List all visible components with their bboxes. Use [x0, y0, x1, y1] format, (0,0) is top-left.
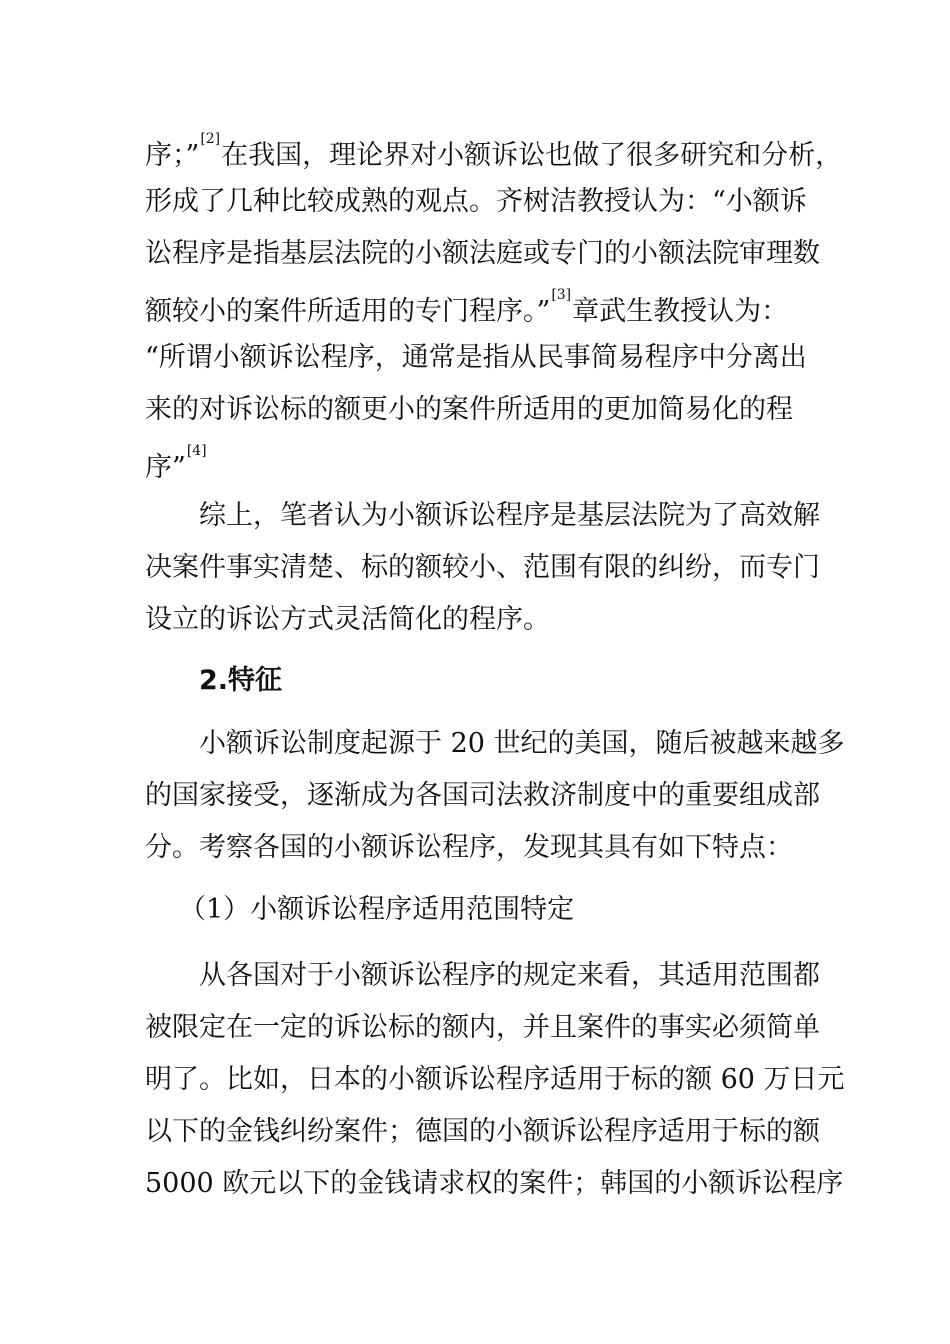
text-fragment: 额较小的案件所适用的专门程序。” [145, 296, 551, 327]
text-line: 小额诉讼制度起源于 20 世纪的美国，随后被越来越多 [199, 728, 845, 759]
citation-ref[interactable]: [3] [551, 287, 572, 303]
text-line: 明了。比如，日本的小额诉讼程序适用于标的额 60 万日元 [145, 1064, 845, 1095]
text-line: 被限定在一定的诉讼标的额内，并且案件的事实必须简单 [145, 1012, 820, 1043]
paragraph-origin [145, 718, 845, 874]
citation-ref[interactable]: [4] [186, 443, 207, 459]
text-fragment: 章武生教授认为： [572, 296, 789, 327]
text-line: 5000 欧元以下的金钱请求权的案件；韩国的小额诉讼程序 [145, 1168, 844, 1199]
paragraph-scope [145, 950, 845, 1210]
text-line: 形成了几种比较成熟的观点。齐树洁教授认为：“小额诉 [145, 186, 807, 217]
heading-text: 2.特征 [199, 665, 283, 696]
text-line: 以下的金钱纠纷案件；德国的小额诉讼程序适用于标的额 [145, 1116, 820, 1147]
section-heading [145, 655, 810, 707]
citation-ref[interactable]: [2] [200, 131, 221, 147]
text-line: 分。考察各国的小额诉讼程序，发现其具有如下特点： [145, 832, 793, 863]
text-fragment: 序；” [145, 140, 200, 171]
text-line [145, 280, 810, 332]
text-line: 来的对诉讼标的额更小的案件所适用的更加简易化的程 [145, 394, 793, 425]
text-line: 综上，笔者认为小额诉讼程序是基层法院为了高效解 [199, 500, 820, 531]
text-line [145, 124, 843, 176]
subsection-heading [145, 884, 810, 936]
paragraph-definitions [145, 124, 843, 488]
text-line: “所谓小额诉讼程序，通常是指从民事简易程序中分离出 [145, 342, 807, 373]
text-line: 讼程序是指基层法院的小额法庭或专门的小额法院审理数 [145, 238, 820, 269]
paragraph-summary [145, 490, 820, 646]
subheading-text: （1）小额诉讼程序适用范围特定 [179, 894, 575, 925]
text-line: 设立的诉讼方式灵活简化的程序。 [145, 604, 550, 635]
text-line [145, 436, 810, 488]
text-fragment: 在我国，理论界对小额诉讼也做了很多研究和分析， [221, 140, 843, 171]
text-line: 从各国对于小额诉讼程序的规定来看，其适用范围都 [199, 960, 820, 991]
text-line: 决案件事实清楚、标的额较小、范围有限的纠纷，而专门 [145, 552, 820, 583]
text-line: 的国家接受，逐渐成为各国司法救济制度中的重要组成部 [145, 780, 820, 811]
text-fragment: 序” [145, 452, 186, 483]
